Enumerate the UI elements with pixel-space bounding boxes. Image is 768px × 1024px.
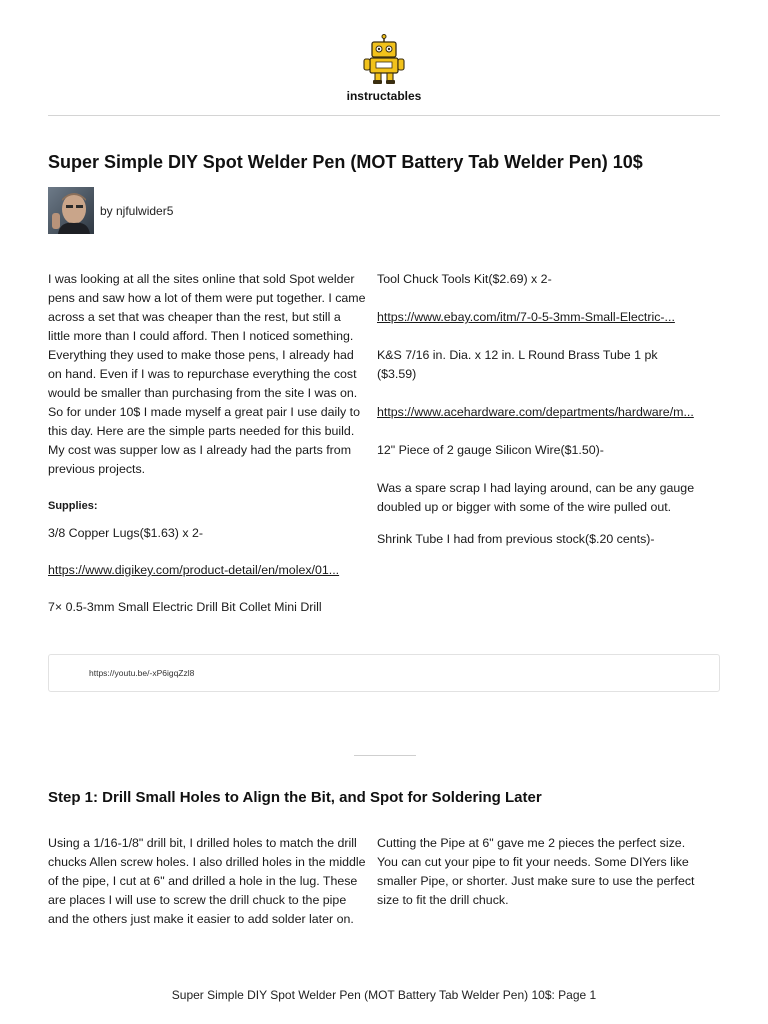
intro-right-column [377, 270, 695, 549]
supply-item: 12" Piece of 2 gauge Silicon Wire($1.50)- [377, 443, 604, 457]
section-divider [354, 755, 416, 756]
page-footer: Super Simple DIY Spot Welder Pen (MOT Battery Tab Welder Pen) 10$: Page 1 [171, 988, 597, 1002]
supply-item: 7× 0.5-3mm Small Electric Drill Bit Collet Mini Drill [48, 600, 322, 614]
supply-item: Tool Chuck Tools Kit($2.69) x 2- [377, 272, 552, 286]
step-paragraph: Cutting the Pipe at 6" gave me 2 pieces the perfect size. You can cut your pipe to fit your needs. Some DIYers like smaller Pipe, or shorter. Just make sure to use the perfect size to fit the drill chuck. [377, 836, 695, 907]
supply-link[interactable]: https://www.acehardware.com/departments/hardware/m... [377, 405, 694, 419]
supply-item: K&S 7/16 in. Dia. x 12 in. L Round Brass Tube 1 pk ($3.59) [377, 348, 658, 381]
supply-item: 3/8 Copper Lugs($1.63) x 2- [48, 526, 203, 540]
video-link[interactable]: https://youtu.be/-xP6igqZzl8 [89, 668, 195, 678]
intro-paragraph: I was looking at all the sites online that sold Spot welder pens and saw how a lot of them were put together. I came across a set that was cheaper than the rest, but still a little more than I could afford. Then I noticed something. Everything they used to make those pens, I already had on hand. Even if I was to repurchase everything the cost would be smaller than purchasing from the site I was on. So for under 10$ I made myself a great pair I use daily to this day. Here are the simple parts needed for this build. My cost was supper low as I already had the parts from previous projects. [48, 272, 366, 476]
author-avatar[interactable] [48, 187, 94, 234]
step-paragraph: Using a 1/16-1/8" drill bit, I drilled holes to match the drill chucks Allen screw holes. I also drilled holes in the middle of the pipe, I cut at 6" and drilled a hole in the lug. These are places I will use to screw the drill chuck to the pipe and the others just make it easier to add solder later on. [48, 836, 366, 926]
step-left-column [48, 834, 366, 929]
video-embed[interactable] [48, 654, 720, 692]
intro-left-column [48, 270, 366, 617]
step-title: Step 1: Drill Small Holes to Align the Bit, and Spot for Soldering Later [48, 789, 542, 806]
author-byline[interactable]: by njfulwider5 [100, 204, 174, 218]
brand-name[interactable]: instructables [346, 89, 422, 103]
supplies-heading: Supplies: [48, 500, 98, 512]
supply-item: Shrink Tube I had from previous stock($.20 cents)- [377, 532, 655, 546]
step-right-column [377, 834, 695, 910]
header-divider [48, 115, 720, 116]
supply-link[interactable]: https://www.ebay.com/itm/7-0-5-3mm-Small-Electric-... [377, 310, 675, 324]
supply-item: Was a spare scrap I had laying around, can be any gauge doubled up or bigger with some of the wire pulled out. [377, 481, 695, 514]
instructables-robot-icon[interactable] [361, 34, 407, 86]
supply-link[interactable]: https://www.digikey.com/product-detail/en/molex/01... [48, 563, 340, 577]
article-title: Super Simple DIY Spot Welder Pen (MOT Battery Tab Welder Pen) 10$ [48, 152, 643, 172]
